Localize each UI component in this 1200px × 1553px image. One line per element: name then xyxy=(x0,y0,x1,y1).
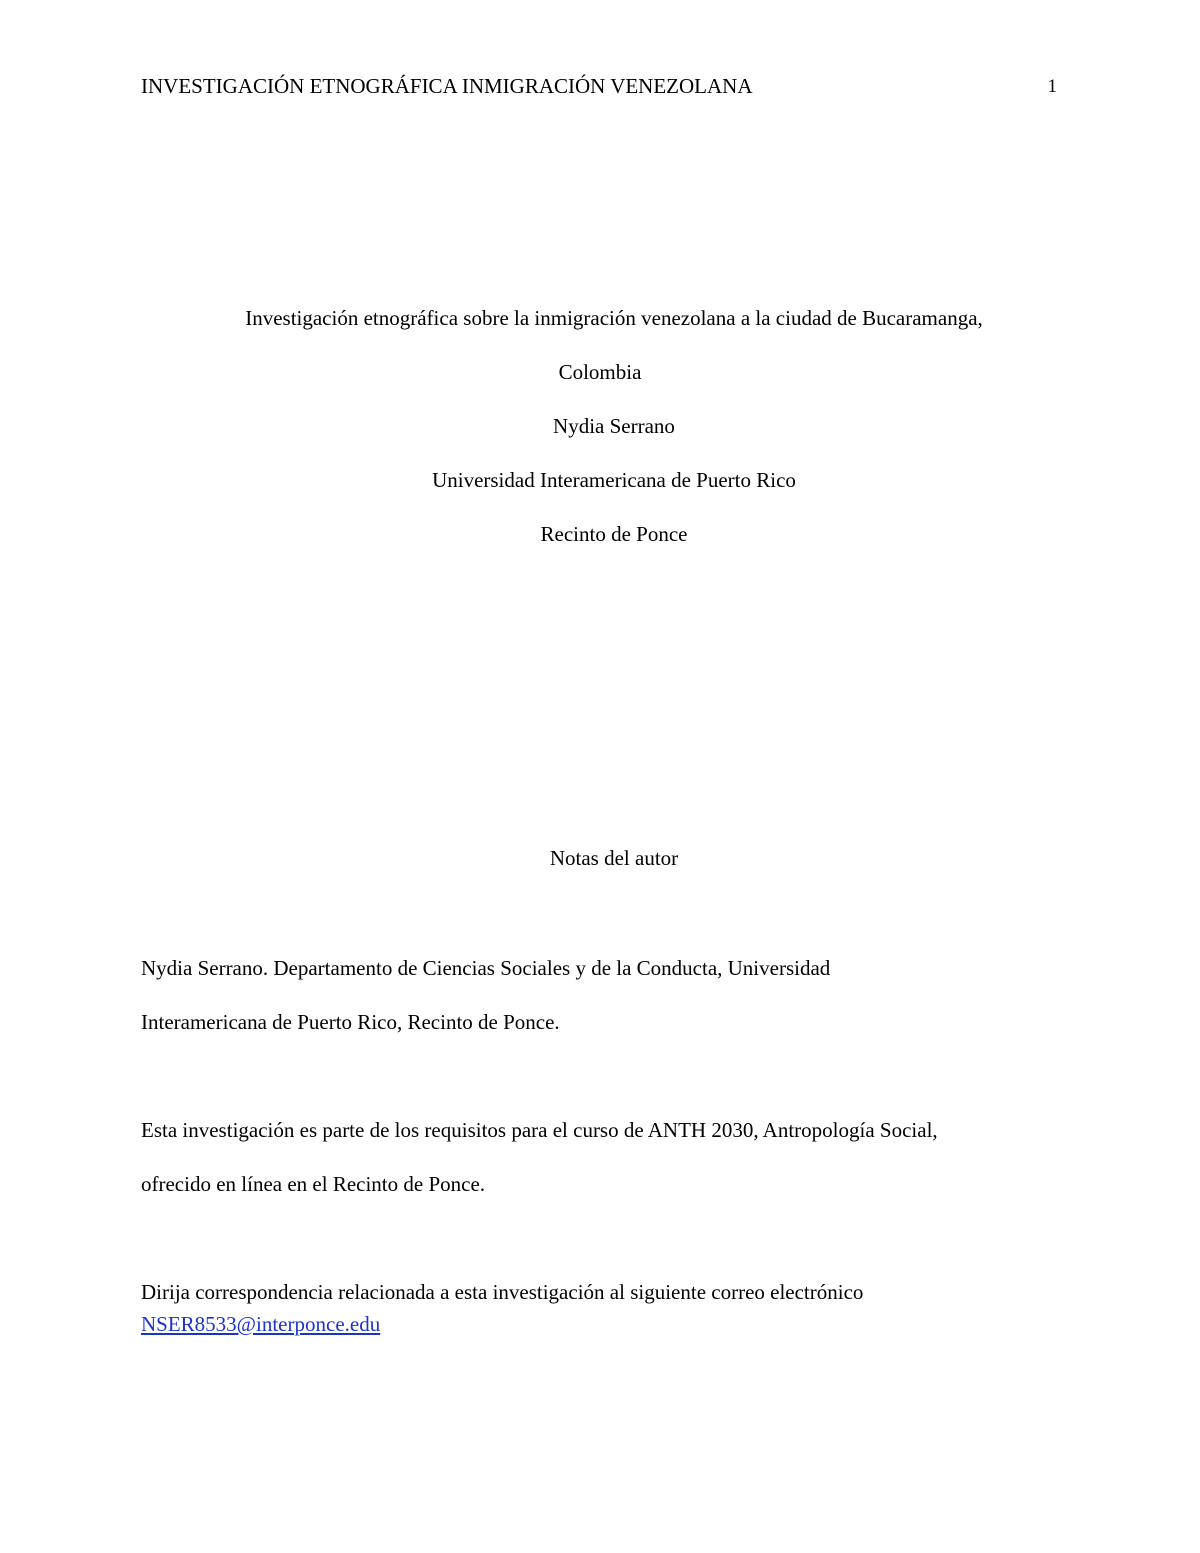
email-line xyxy=(141,1312,380,1337)
institution-name: Universidad Interamericana de Puerto Rico xyxy=(432,468,796,492)
running-head: INVESTIGACIÓN ETNOGRÁFICA INMIGRACIÓN VENEZOLANA xyxy=(141,74,753,98)
author-note-heading: Notas del autor xyxy=(549,846,679,870)
title-line-2: Colombia xyxy=(558,360,642,384)
author-name: Nydia Serrano xyxy=(553,414,675,438)
affiliation-line-2: Interamericana de Puerto Rico, Recinto de Ponce. xyxy=(141,1010,560,1034)
title-line-1: Investigación etnográfica sobre la inmigración venezolana a la ciudad de Bucaramanga, xyxy=(245,306,983,330)
campus-name: Recinto de Ponce xyxy=(540,522,688,546)
page-number: 1 xyxy=(1047,76,1057,97)
course-line-2: ofrecido en línea en el Recinto de Ponce. xyxy=(141,1172,486,1196)
course-line-1: Esta investigación es parte de los requisitos para el curso de ANTH 2030, Antropología Social, xyxy=(141,1118,938,1142)
affiliation-line-1: Nydia Serrano. Departamento de Ciencias Sociales y de la Conducta, Universidad xyxy=(141,956,831,980)
email-link[interactable]: NSER8533@interponce.edu xyxy=(141,1312,381,1336)
correspondence-line: Dirija correspondencia relacionada a esta investigación al siguiente correo electrónico xyxy=(141,1280,864,1304)
